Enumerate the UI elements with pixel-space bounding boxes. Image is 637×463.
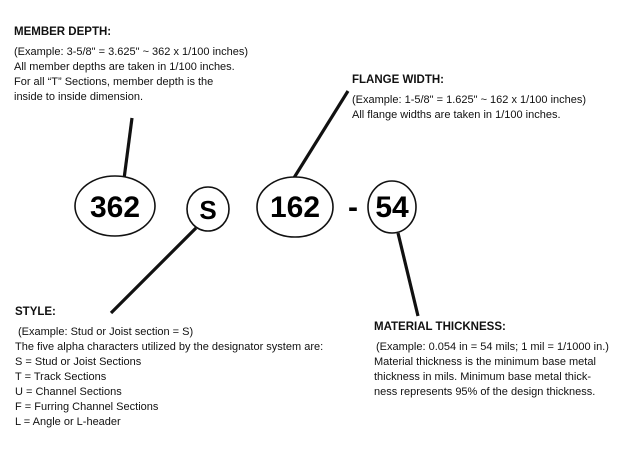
flange-width-line: All flange widths are taken in 1/100 inches. xyxy=(352,109,561,121)
leader-material-thickness xyxy=(398,233,418,316)
flange-width-code: 162 xyxy=(269,191,321,224)
style-line: T = Track Sections xyxy=(15,371,107,383)
flange-width-heading: FLANGE WIDTH: xyxy=(352,74,444,86)
flange-width-line: (Example: 1-5/8" = 1.625" ~ 162 x 1/100 inches) xyxy=(352,94,587,106)
style-line: S = Stud or Joist Sections xyxy=(15,356,142,368)
style-line: The five alpha characters utilized by the designator system are: xyxy=(15,341,324,353)
flange-width-block xyxy=(352,73,586,123)
material-thickness-block xyxy=(374,320,609,400)
leader-flange-width xyxy=(292,91,348,181)
member-depth-line: For all “T” Sections, member depth is the xyxy=(14,76,214,88)
thickness-code: 54 xyxy=(375,191,409,224)
style-line: L = Angle or L-header xyxy=(15,416,121,428)
style-line: F = Furring Channel Sections xyxy=(15,401,159,413)
material-thickness-line: Material thickness is the minimum base metal xyxy=(374,356,596,368)
style-line: U = Channel Sections xyxy=(15,386,122,398)
material-thickness-line: ness represents 95% of the design thickness. xyxy=(374,386,596,398)
member-depth-line: inside to inside dimension. xyxy=(14,91,144,103)
material-thickness-heading: MATERIAL THICKNESS: xyxy=(374,321,506,333)
leader-style xyxy=(111,228,196,313)
material-thickness-line: (Example: 0.054 in = 54 mils; 1 mil = 1/1000 in.) xyxy=(376,341,609,353)
designator-separator: - xyxy=(348,191,358,224)
style-block xyxy=(15,305,323,430)
member-depth-block xyxy=(14,25,248,105)
member-depth-code: 362 xyxy=(89,191,141,224)
member-depth-heading: MEMBER DEPTH: xyxy=(14,26,112,38)
member-depth-line: All member depths are taken in 1/100 inches. xyxy=(14,61,235,73)
leader-member-depth xyxy=(124,118,132,179)
material-thickness-line: thickness in mils. Minimum base metal thick- xyxy=(374,371,592,383)
member-depth-line: (Example: 3-5/8" = 3.625" ~ 362 x 1/100 inches) xyxy=(14,46,249,58)
style-line: (Example: Stud or Joist section = S) xyxy=(18,326,194,338)
style-code: S xyxy=(199,195,217,225)
style-heading: STYLE: xyxy=(15,306,56,318)
